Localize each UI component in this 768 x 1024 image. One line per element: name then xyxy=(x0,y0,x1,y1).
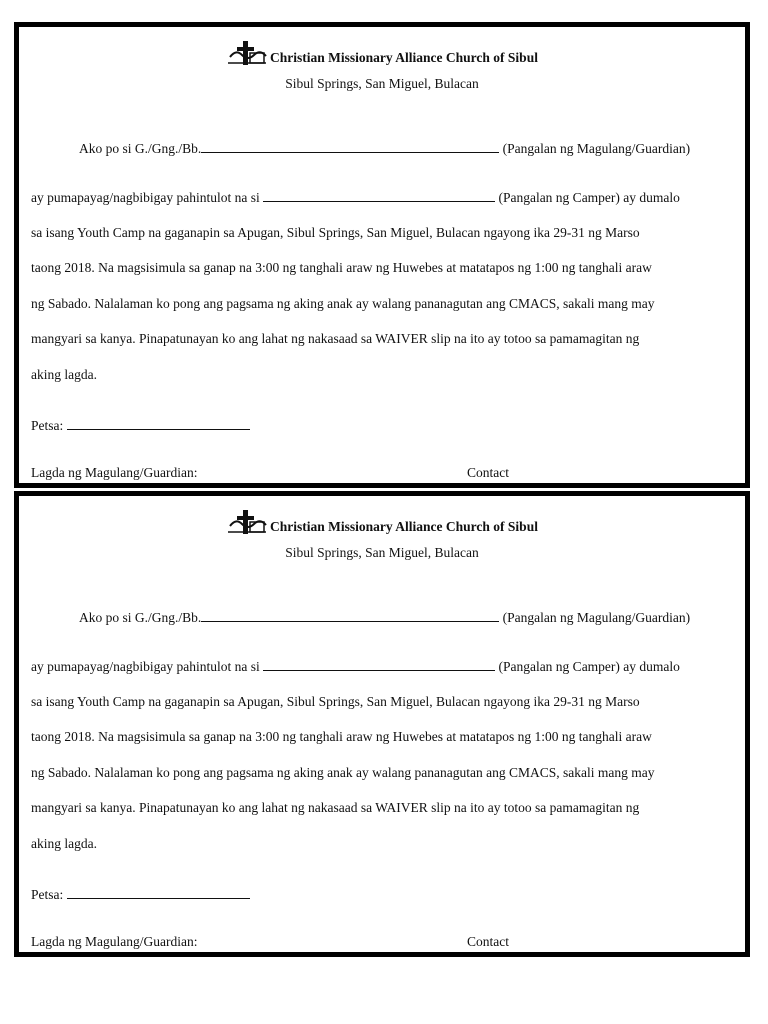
parent-line xyxy=(79,140,735,157)
org-address: Sibul Springs, San Miguel, Bulacan xyxy=(285,76,479,91)
ako-prefix: Ako po si G./Gng./Bb. xyxy=(79,141,202,156)
body-line-3: taong 2018. Na magsisimula sa ganap na 3:00 ng tanghali araw ng Huwebes at matatapos ng 1:00 ng tanghali araw xyxy=(31,729,652,744)
camper-name-blank[interactable] xyxy=(263,189,495,202)
slip-header xyxy=(19,508,745,561)
body-line-5: mangyari sa kanya. Pinapatunayan ko ang lahat ng nakasaad sa WAIVER slip na ito ay totoo sa pamamagitan ng xyxy=(31,331,640,346)
org-name: Christian Missionary Alliance Church of Sibul xyxy=(270,519,538,534)
line1-suffix: (Pangalan ng Camper) ay dumalo xyxy=(495,659,680,674)
body-line-4: ng Sabado. Nalalaman ko pong ang pagsama ng aking anak ay walang pananagutan ang CMACS, sakali mang may xyxy=(31,765,655,780)
body-line-2: sa isang Youth Camp na gaganapin sa Apugan, Sibul Springs, San Miguel, Bulacan ngayong ika 29-31 ng Marso xyxy=(31,225,640,240)
signature-label: Lagda ng Magulang/Guardian: xyxy=(31,465,198,480)
parent-name-blank[interactable] xyxy=(201,609,499,622)
org-line xyxy=(226,508,538,538)
line1-suffix: (Pangalan ng Camper) ay dumalo xyxy=(495,190,680,205)
signature-label: Lagda ng Magulang/Guardian: xyxy=(31,934,198,949)
line1-prefix: ay pumapayag/nagbibigay pahintulot na si xyxy=(31,659,264,674)
waiver-slip xyxy=(14,22,750,488)
body-line-4: ng Sabado. Nalalaman ko pong ang pagsama ng aking anak ay walang pananagutan ang CMACS, sakali mang may xyxy=(31,296,655,311)
petsa-label: Petsa: xyxy=(31,418,64,433)
contact-label: Contact xyxy=(467,934,509,949)
date-line xyxy=(31,417,735,434)
camper-line xyxy=(31,658,735,675)
date-line xyxy=(31,886,735,903)
body-line-6: aking lagda. xyxy=(31,836,97,851)
church-logo-icon xyxy=(226,508,268,538)
body-line-6: aking lagda. xyxy=(31,367,97,382)
date-blank[interactable] xyxy=(67,886,250,899)
line1-prefix: ay pumapayag/nagbibigay pahintulot na si xyxy=(31,190,264,205)
body-line-3: taong 2018. Na magsisimula sa ganap na 3:00 ng tanghali araw ng Huwebes at matatapos ng 1:00 ng tanghali araw xyxy=(31,260,652,275)
ako-suffix: (Pangalan ng Magulang/Guardian) xyxy=(499,141,691,156)
contact-label: Contact xyxy=(467,465,509,480)
slip-header xyxy=(19,39,745,92)
church-logo-icon xyxy=(226,39,268,69)
body-line-5: mangyari sa kanya. Pinapatunayan ko ang lahat ng nakasaad sa WAIVER slip na ito ay totoo sa pamamagitan ng xyxy=(31,800,640,815)
parent-line xyxy=(79,609,735,626)
parent-name-blank[interactable] xyxy=(201,140,499,153)
ako-prefix: Ako po si G./Gng./Bb. xyxy=(79,610,202,625)
camper-name-blank[interactable] xyxy=(263,658,495,671)
body-line-2: sa isang Youth Camp na gaganapin sa Apugan, Sibul Springs, San Miguel, Bulacan ngayong ika 29-31 ng Marso xyxy=(31,694,640,709)
org-address: Sibul Springs, San Miguel, Bulacan xyxy=(285,545,479,560)
petsa-label: Petsa: xyxy=(31,887,64,902)
waiver-slip xyxy=(14,491,750,957)
org-line xyxy=(226,39,538,69)
org-name: Christian Missionary Alliance Church of Sibul xyxy=(270,50,538,65)
ako-suffix: (Pangalan ng Magulang/Guardian) xyxy=(499,610,691,625)
date-blank[interactable] xyxy=(67,417,250,430)
camper-line xyxy=(31,189,735,206)
